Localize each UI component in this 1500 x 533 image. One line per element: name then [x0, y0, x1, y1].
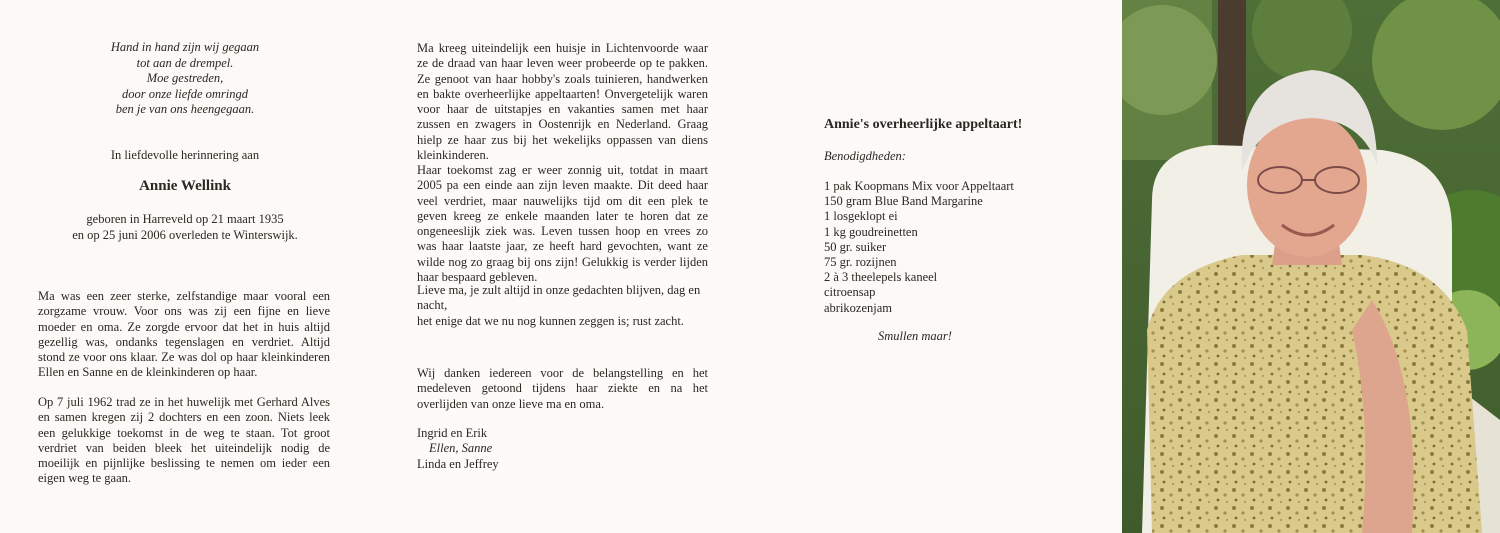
recipe-subtitle: Benodigdheden: [824, 149, 906, 163]
ingredient-item: 150 gram Blue Band Margarine [824, 194, 983, 209]
signatures [417, 426, 499, 472]
ingredient-item: 1 pak Koopmans Mix voor Appeltaart [824, 179, 1014, 193]
ingredient-item: abrikozenjam [824, 300, 893, 315]
poem-line: door onze liefde omringd [121, 86, 249, 101]
left-panel [0, 0, 375, 533]
deceased-name: Annie Wellink [139, 178, 231, 194]
poem-line: tot aan de drempel. [136, 55, 234, 70]
ingredient-list [824, 179, 1014, 316]
photo-panel [1122, 0, 1500, 533]
biography-paragraph-3: Ma kreeg uiteindelijk een huisje in Lichtenvoorde waar ze de draad van haar leven weer probeerde op te pakken. Ze genoot van haar hobby's zoals tuinieren, handwerken en bakte overheerlijke appeltaarten! Onvergetelijk waren voor haar de uitstapjes en vakanties samen met haar zussen en zwagers in Oostenrijk en Nederland. Graag hielp ze haar zus bij het wekelijks oppassen van diens kleinkinderen. [417, 41, 708, 163]
life-dates [40, 212, 330, 243]
thanks-paragraph: Wij danken iedereen voor de belangstelling en het medeleven getoond tijdens haar ziekte en na het overlijden van onze lieve ma en oma. [417, 366, 708, 411]
ingredient-item: 50 gr. suiker [824, 239, 887, 254]
recipe-panel [750, 0, 1122, 533]
ingredient-item: 2 à 3 theelepels kaneel [824, 270, 938, 285]
biography-paragraph-4: Haar toekomst zag er weer zonnig uit, totdat in maart 2005 pa een einde aan zijn leven maakte. Dit deed haar veel verdriet, maar nauwelijks tijd om dit een plek te geven kreeg ze enkele maanden later te horen dat ze ongeneeslijk ziek was. Leven tussen hoop en vrees zo was haar laatste jaar, ze heeft hard gevochten, want ze wilde nog zo graag bij ons zijn! Gelukkig is verder lijden haar bespaard gebleven. [417, 163, 708, 285]
portrait-photo-icon [1122, 0, 1500, 533]
recipe-closing: Smullen maar! [878, 329, 952, 343]
signature-line: Linda en Jeffrey [417, 456, 499, 471]
farewell-line-1: Lieve ma, je zult altijd in onze gedachten blijven, dag en nacht, [417, 283, 701, 313]
memory-line: In liefdevolle herinnering aan [110, 148, 260, 162]
biography-paragraph-1: Ma was een zeer sterke, zelfstandige maar vooral een zorgzame vrouw. Voor ons was zij een fijne en lieve moeder en oma. Ze zorgde ervoor dat het in huis altijd gezellig was, ondanks tegenslagen en verdriet. Altijd stond ze voor ons klaar. Ze was dol op haar kleinkinderen Ellen en Sanne en de kleinkinderen op haar. [38, 289, 330, 380]
ingredient-item: citroensap [824, 285, 876, 300]
farewell-line-2: het enige dat we nu nog kunnen zeggen is; rust zacht. [417, 313, 684, 328]
poem [40, 40, 330, 118]
ingredient-item: 1 kg goudreinetten [824, 224, 918, 239]
death-line: en op 25 juni 2006 overleden te Winterswijk. [72, 227, 298, 242]
recipe-title: Annie's overheerlijke appeltaart! [824, 117, 1023, 132]
signature-line: Ellen, Sanne [429, 441, 493, 456]
biography-paragraph-2: Op 7 juli 1962 trad ze in het huwelijk met Gerhard Alves en samen kregen zij 2 dochters en een zoon. Niets leek een gelukkige toekomst in de weg te staan. Tot groot verdriet van beiden bleek het uiteindelijk nodig de moeilijk en pijnlijke beslissing te nemen om ieder een eigen weg te gaan. [38, 395, 330, 486]
poem-line: Moe gestreden, [146, 71, 224, 86]
signature-line: Ingrid en Erik [417, 426, 488, 440]
farewell-paragraph [417, 283, 708, 329]
middle-panel [375, 0, 750, 533]
birth-line: geboren in Harreveld op 21 maart 1935 [86, 212, 284, 226]
ingredient-item: 1 losgeklopt ei [824, 209, 898, 224]
poem-line: Hand in hand zijn wij gegaan [110, 40, 260, 54]
poem-line: ben je van ons heengegaan. [115, 102, 255, 117]
ingredient-item: 75 gr. rozijnen [824, 255, 897, 270]
